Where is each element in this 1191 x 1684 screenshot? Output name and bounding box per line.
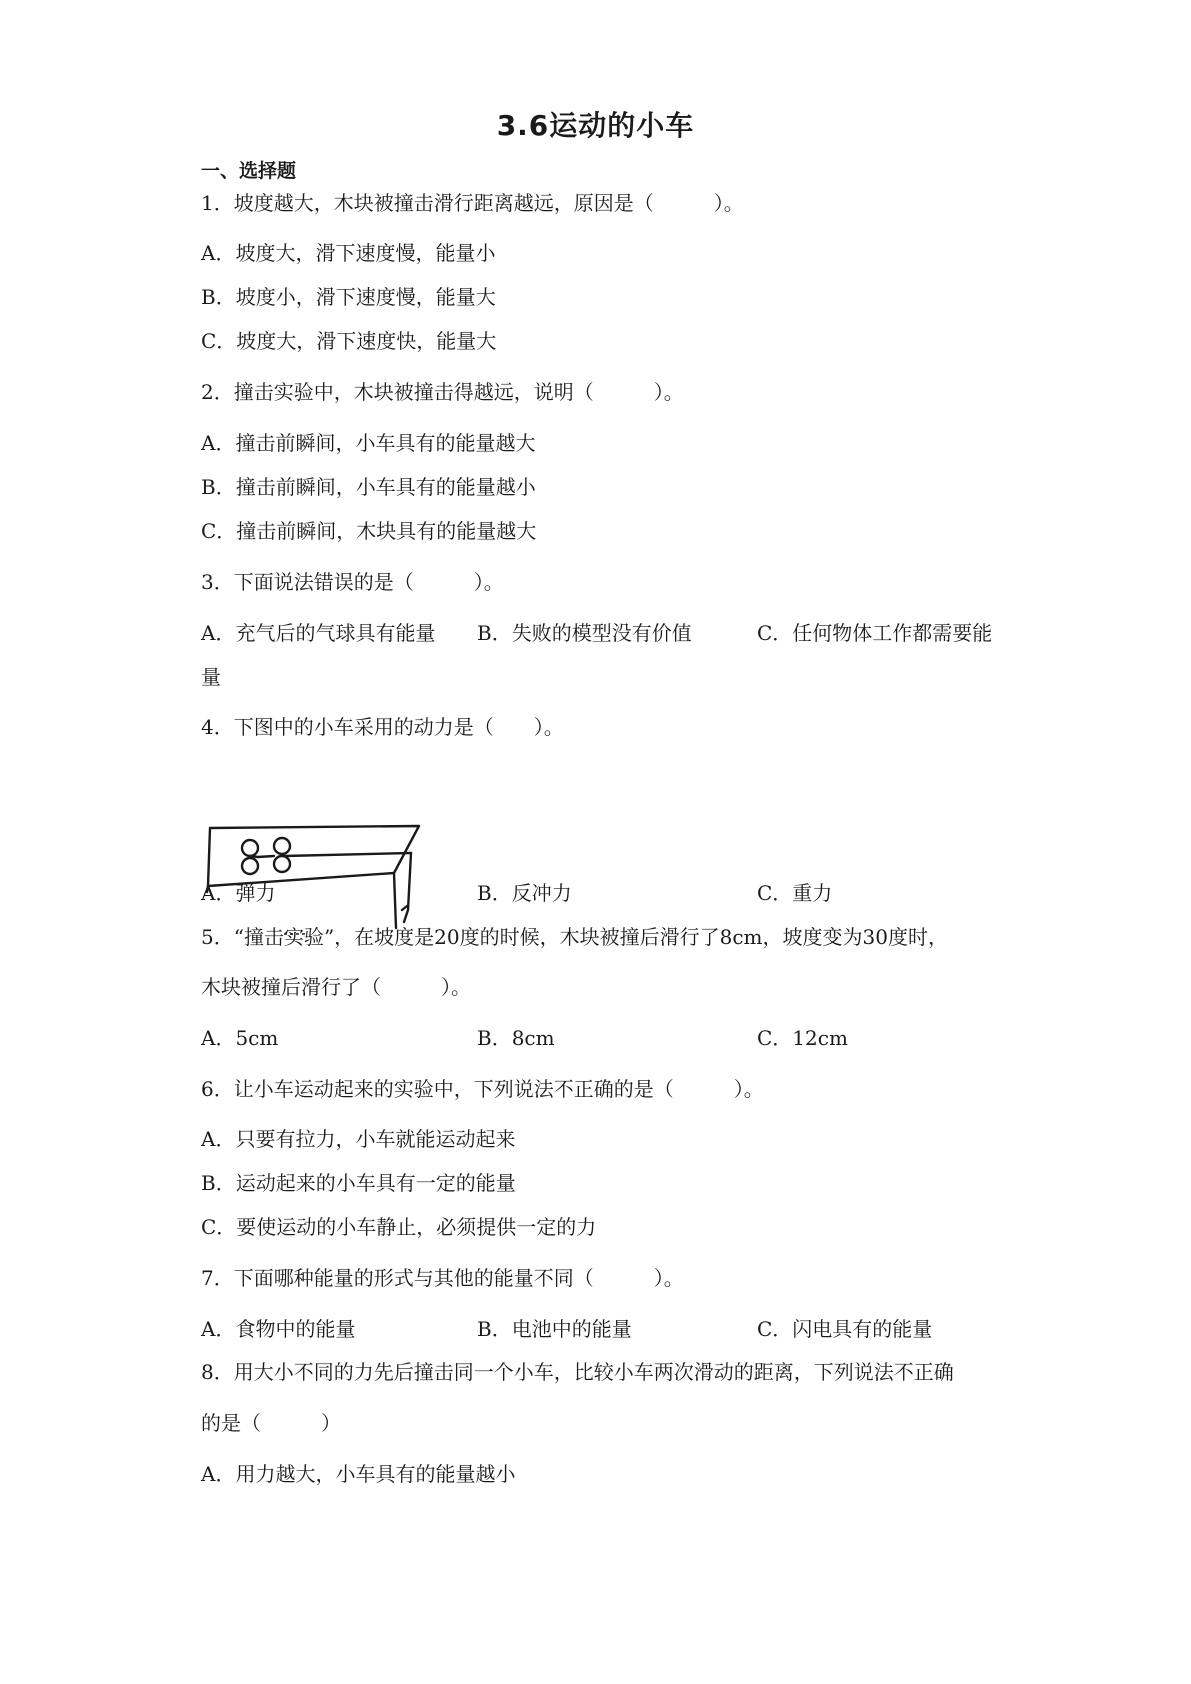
question-3-option-c: C．任何物体工作都需要能 — [757, 621, 993, 645]
question-4-options — [201, 880, 1001, 906]
question-7-option-c: C．闪电具有的能量 — [757, 1317, 933, 1341]
question-2-option-c: C．撞击前瞬间，木块具有的能量越大 — [201, 519, 537, 543]
question-7-option-b: B．电池中的能量 — [477, 1317, 632, 1341]
page-title: 3.6运动的小车 — [496, 109, 695, 142]
question-2-stem: 2．撞击实验中，木块被撞击得越远，说明（ ）。 — [201, 380, 684, 404]
question-5-stem: 5．“撞击实验”，在坡度是20度的时候，木块被撞后滑行了8cm，坡度变为30度时， — [201, 925, 948, 949]
question-5-option-b: B．8cm — [477, 1026, 555, 1050]
question-3-option-a: A．充气后的气球具有能量 — [201, 621, 436, 645]
car-on-slope-figure — [204, 818, 424, 938]
question-5-option-a: A．5cm — [201, 1026, 279, 1050]
question-6-option-a: A．只要有拉力，小车就能运动起来 — [201, 1127, 516, 1151]
question-6-option-b: B．运动起来的小车具有一定的能量 — [201, 1171, 516, 1195]
question-6-stem: 6．让小车运动起来的实验中，下列说法不正确的是（ ）。 — [201, 1077, 764, 1101]
question-4-stem: 4．下图中的小车采用的动力是（ ）。 — [201, 715, 564, 739]
question-2-option-b: B．撞击前瞬间，小车具有的能量越小 — [201, 475, 536, 499]
question-4-option-c: C．重力 — [757, 881, 833, 905]
string-line — [284, 853, 411, 856]
question-1-option-c: C．坡度大，滑下速度快，能量大 — [201, 329, 497, 353]
question-4-option-a: A．弹力 — [201, 881, 276, 905]
question-2-option-a: A．撞击前瞬间，小车具有的能量越大 — [201, 431, 536, 455]
question-6-option-c: C．要使运动的小车静止，必须提供一定的力 — [201, 1215, 597, 1239]
question-8-stem-continued: 的是（ ） — [201, 1411, 341, 1435]
question-1-option-a: A．坡度大，滑下速度慢，能量小 — [201, 241, 496, 265]
question-5-option-c: C．12cm — [757, 1026, 848, 1050]
toy-car-icon — [242, 838, 290, 874]
question-3-stem: 3．下面说法错误的是（ ）。 — [201, 570, 504, 594]
question-5-options — [201, 1025, 1001, 1051]
section-heading: 一、选择题 — [201, 160, 297, 182]
question-7-stem: 7．下面哪种能量的形式与其他的能量不同（ ）。 — [201, 1266, 684, 1290]
question-8-stem: 8．用大小不同的力先后撞击同一个小车，比较小车两次滑动的距离，下列说法不正确 — [201, 1360, 954, 1384]
question-3-option-b: B．失败的模型没有价值 — [477, 621, 692, 645]
question-3-options — [201, 620, 1001, 646]
question-4-option-b: B．反冲力 — [477, 881, 572, 905]
question-8-option-a: A．用力越大，小车具有的能量越小 — [201, 1462, 516, 1486]
question-1-stem: 1．坡度越大，木块被撞击滑行距离越远，原因是（ ）。 — [201, 191, 744, 215]
question-5-stem-continued: 木块被撞后滑行了（ ）。 — [201, 975, 471, 999]
question-1-option-b: B．坡度小，滑下速度慢，能量大 — [201, 285, 496, 309]
question-7-options — [201, 1316, 1001, 1342]
question-3-option-c-continued: 量 — [201, 665, 221, 689]
question-7-option-a: A．食物中的能量 — [201, 1317, 356, 1341]
